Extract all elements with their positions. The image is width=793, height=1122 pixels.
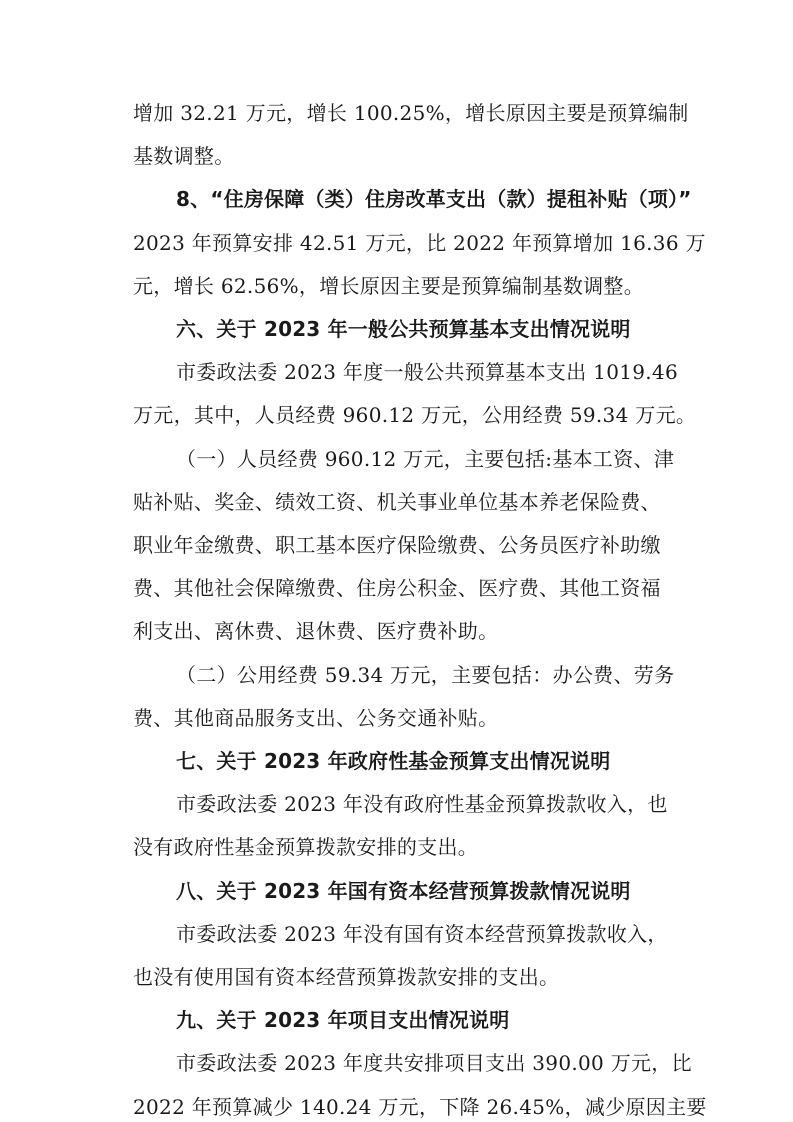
section-heading: 九、关于 2023 年项目支出情况说明 [176, 1008, 510, 1032]
body-line: 职业年金缴费、职工基本医疗保险缴费、公务员医疗补助缴 [133, 533, 661, 557]
body-line: 元，增长 62.56%，增长原因主要是预算编制基数调整。 [133, 274, 645, 298]
body-line: 基数调整。 [133, 144, 235, 168]
body-line: 费、其他社会保障缴费、住房公积金、医疗费、其他工资福 [133, 576, 661, 600]
section-heading: 七、关于 2023 年政府性基金预算支出情况说明 [176, 749, 611, 773]
section-heading: 8、“住房保障（类）住房改革支出（款）提租补贴（项）” [176, 187, 692, 211]
body-line: 贴补贴、奖金、绩效工资、机关事业单位基本养老保险费、 [133, 490, 661, 514]
body-line: 没有政府性基金预算拨款安排的支出。 [133, 835, 479, 859]
body-line: 2023 年预算安排 42.51 万元，比 2022 年预算增加 16.36 万 [133, 231, 706, 255]
body-line: 增加 32.21 万元，增长 100.25%，增长原因主要是预算编制 [133, 101, 689, 125]
body-line: 费、其他商品服务支出、公务交通补贴。 [133, 706, 499, 730]
body-line: 也没有使用国有资本经营预算拨款安排的支出。 [133, 965, 560, 989]
body-line: （一）人员经费 960.12 万元，主要包括:基本工资、津 [176, 447, 675, 471]
body-line: 市委政法委 2023 年没有国有资本经营预算拨款收入， [176, 922, 668, 946]
body-line: （二）公用经费 59.34 万元，主要包括：办公费、劳务 [176, 663, 675, 687]
body-line: 市委政法委 2023 年度共安排项目支出 390.00 万元，比 [176, 1051, 692, 1075]
section-heading: 六、关于 2023 年一般公共预算基本支出情况说明 [176, 317, 631, 341]
body-line: 利支出、离休费、退休费、医疗费补助。 [133, 619, 499, 643]
body-line: 市委政法委 2023 年度一般公共预算基本支出 1019.46 [176, 360, 678, 384]
body-line: 2022 年预算减少 140.24 万元，下降 26.45%，减少原因主要 [133, 1095, 707, 1119]
body-line: 万元，其中，人员经费 960.12 万元，公用经费 59.34 万元。 [133, 403, 697, 427]
body-line: 市委政法委 2023 年没有政府性基金预算拨款收入，也 [176, 792, 668, 816]
section-heading: 八、关于 2023 年国有资本经营预算拨款情况说明 [176, 879, 631, 903]
